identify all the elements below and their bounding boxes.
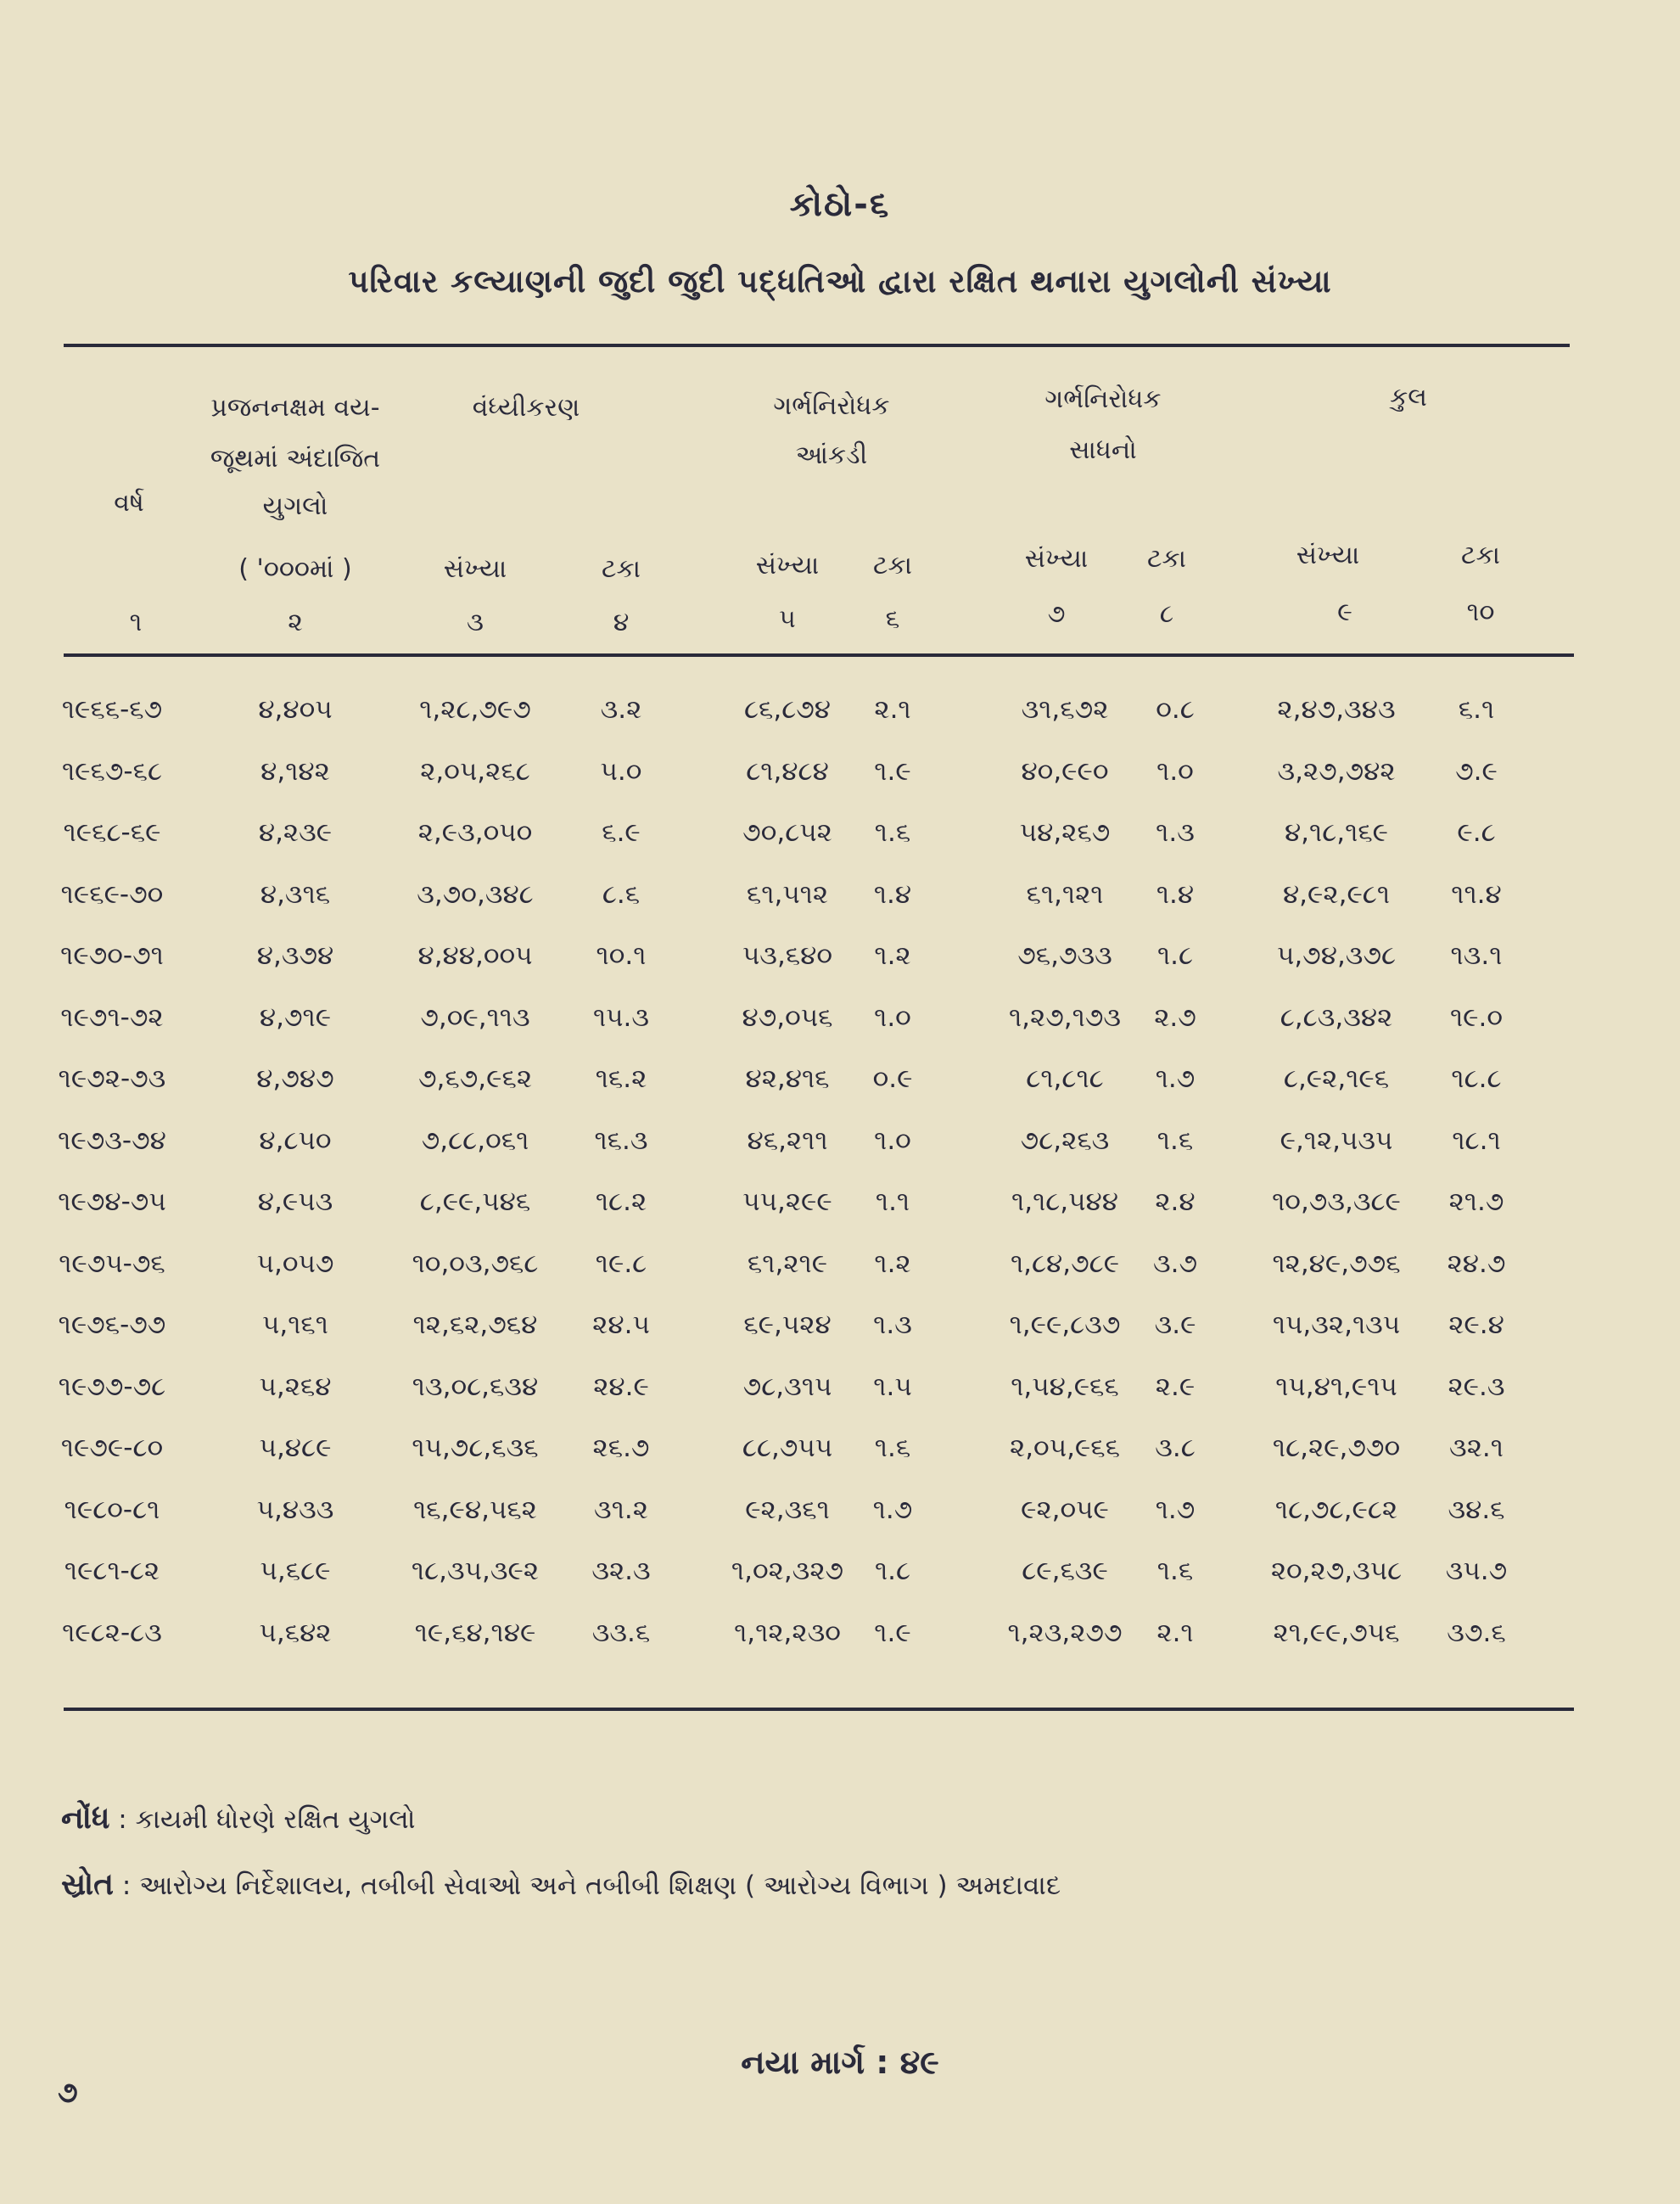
header-year: વર્ષ: [114, 488, 144, 518]
cell-couples: ૫,૬૮૯: [260, 1556, 331, 1586]
cell-total-number: ૧૫,૩૨,૧૩૫: [1272, 1310, 1401, 1340]
cell-ster-percent: ૩.૨: [600, 694, 642, 725]
table-row: [0, 694, 1680, 755]
table-row: [0, 879, 1680, 940]
cell-total-percent: ૧૮.૧: [1452, 1125, 1501, 1156]
cell-iud-number: ૯૨,૩૬૧: [745, 1495, 830, 1525]
cell-iud-number: ૪૬,૨૧૧: [747, 1125, 828, 1156]
cell-total-percent: ૧૧.૪: [1451, 879, 1502, 910]
cell-year: ૧૯૮૧-૮૨: [64, 1556, 160, 1586]
cell-ster-number: ૨,૯૩,૦૫૦: [417, 817, 533, 848]
cell-total-number: ૨,૪૭,૩૪૩: [1277, 694, 1396, 725]
cell-total-percent: ૨૯.૩: [1448, 1371, 1505, 1402]
header-couples-line3: યુગલો: [262, 491, 328, 521]
cell-total-percent: ૭.૯: [1455, 756, 1498, 787]
column-number: ૬: [885, 604, 900, 634]
cell-ster-percent: ૧૮.૨: [595, 1186, 647, 1217]
cell-ster-number: ૧૮,૩૫,૩૯૨: [411, 1556, 540, 1586]
cell-total-number: ૮,૯૨,૧૯૬: [1283, 1063, 1390, 1094]
cell-ster-number: ૧૦,૦૩,૭૬૮: [412, 1248, 539, 1279]
cell-iud-number: ૫૩,૬૪૦: [742, 940, 833, 971]
cell-total-percent: ૨૪.૭: [1447, 1248, 1506, 1279]
cell-year: ૧૯૭૧-૭૨: [60, 1002, 164, 1033]
cell-iud-percent: ૧.૯: [874, 756, 911, 787]
cell-couples: ૫,૪૮૯: [259, 1433, 332, 1463]
cell-ster-percent: ૫.૦: [600, 756, 642, 787]
header-ster-number: સંખ્યા: [443, 554, 507, 584]
column-number: ૭: [1047, 599, 1066, 629]
cell-cc-number: ૧,૨૭,૧૭૩: [1008, 1002, 1122, 1033]
cell-couples: ૫,૦૫૭: [256, 1248, 334, 1279]
header-iud-number: સંખ્યા: [755, 551, 820, 580]
cell-ster-number: ૧૯,૬૪,૧૪૯: [414, 1618, 536, 1648]
table-row: [0, 1125, 1680, 1186]
cell-iud-percent: ૦.૯: [872, 1063, 913, 1094]
cell-total-number: ૯,૧૨,૫૩૫: [1280, 1125, 1393, 1156]
table-title: પરિવાર કલ્યાણની જુદી જુદી પદ્ધતિઓ દ્વારા રક્ષિત થનારા યુગલોની સંખ્યા: [348, 263, 1332, 300]
cell-couples: ૪,૪૦૫: [258, 694, 333, 725]
column-number: ૧૦: [1466, 597, 1495, 627]
cell-total-number: ૧૫,૪૧,૯૧૫: [1275, 1371, 1397, 1402]
cell-total-number: ૪,૧૮,૧૬૯: [1284, 817, 1389, 848]
cell-iud-percent: ૧.૦: [874, 1125, 911, 1156]
note-label: નોંધ: [61, 1801, 110, 1836]
cell-cc-number: ૧,૮૪,૭૮૯: [1010, 1248, 1120, 1279]
cell-total-number: ૩,૨૭,૭૪૨: [1277, 756, 1396, 787]
cell-year: ૧૯૭૬-૭૭: [58, 1310, 166, 1340]
header-iud-line1: ગર્ભનિરોધક: [773, 391, 890, 421]
cell-cc-number: ૨,૦૫,૯૬૬: [1009, 1433, 1121, 1463]
cell-iud-number: ૮૧,૪૮૪: [746, 756, 829, 787]
cell-cc-number: ૧,૫૪,૯૬૬: [1011, 1371, 1119, 1402]
cell-iud-number: ૧,૧૨,૨૩૦: [734, 1618, 841, 1648]
column-number: ૯: [1337, 597, 1352, 627]
cell-couples: ૫,૬૪૨: [259, 1618, 332, 1648]
cell-ster-number: ૧૩,૦૮,૬૩૪: [412, 1371, 539, 1402]
cell-couples: ૪,૮૫૦: [259, 1125, 332, 1156]
cell-ster-number: ૧૫,૭૮,૬૩૬: [412, 1433, 539, 1463]
cell-cc-percent: ૧.૬: [1156, 1125, 1194, 1156]
cell-ster-percent: ૮.૬: [602, 879, 641, 910]
table-row: [0, 1248, 1680, 1310]
cell-total-percent: ૧૮.૮: [1451, 1063, 1502, 1094]
cell-year: ૧૯૬૯-૭૦: [60, 879, 164, 910]
cell-iud-number: ૭૮,૩૧૫: [742, 1371, 832, 1402]
cell-ster-percent: ૩૧.૨: [594, 1495, 648, 1525]
cell-iud-percent: ૧.૨: [874, 1248, 911, 1279]
cell-cc-number: ૯૨,૦૫૯: [1021, 1495, 1109, 1525]
cell-iud-percent: ૧.૫: [873, 1371, 912, 1402]
cell-cc-percent: ૨.૯: [1155, 1371, 1196, 1402]
cell-iud-number: ૭૦,૮૫૨: [742, 817, 832, 848]
cell-cc-number: ૩૧,૬૭૨: [1021, 694, 1109, 725]
cell-cc-percent: ૧.૮: [1156, 940, 1194, 971]
cell-ster-number: ૧,૨૮,૭૯૭: [419, 694, 531, 725]
table-row: [0, 756, 1680, 817]
column-number: ૪: [613, 608, 630, 637]
cell-cc-percent: ૧.૪: [1156, 879, 1195, 910]
cell-cc-number: ૪૦,૯૯૦: [1021, 756, 1109, 787]
cell-total-percent: ૨૯.૪: [1448, 1310, 1504, 1340]
header-total: કુલ: [1390, 383, 1427, 412]
cell-total-number: ૪,૯૨,૯૮૧: [1282, 879, 1391, 910]
column-number: ૧: [129, 608, 143, 637]
header-couples-unit: ( '૦૦૦માં ): [238, 554, 352, 584]
cell-cc-number: ૫૪,૨૬૭: [1019, 817, 1111, 848]
cell-ster-number: ૮,૯૯,૫૪૬: [419, 1186, 531, 1217]
corner-mark: ૭: [58, 2076, 78, 2110]
cell-ster-percent: ૩૩.૬: [591, 1618, 651, 1648]
cell-cc-percent: ૧.૩: [1156, 817, 1195, 848]
cell-couples: ૪,૩૭૪: [256, 940, 334, 971]
cell-iud-percent: ૧.૬: [874, 817, 911, 848]
cell-year: ૧૯૬૬-૬૭: [61, 694, 163, 725]
table-row: [0, 1186, 1680, 1248]
cell-ster-number: ૭,૬૭,૯૬૨: [417, 1063, 533, 1094]
cell-couples: ૪,૯૫૩: [257, 1186, 333, 1217]
cell-total-percent: ૬.૧: [1458, 694, 1495, 725]
cell-total-percent: ૨૧.૭: [1448, 1186, 1504, 1217]
cell-year: ૧૯૮૨-૮૩: [62, 1618, 162, 1648]
cell-total-number: ૧૦,૭૩,૩૮૯: [1272, 1186, 1401, 1217]
cell-iud-number: ૧,૦૨,૩૨૭: [731, 1556, 844, 1586]
cell-cc-percent: ૧.૭: [1155, 1063, 1196, 1094]
cell-ster-number: ૪,૪૪,૦૦૫: [417, 940, 533, 971]
cell-cc-number: ૬૧,૧૨૧: [1026, 879, 1104, 910]
cell-total-percent: ૩૫.૭: [1445, 1556, 1508, 1586]
header-total-number: સંખ્યા: [1296, 541, 1360, 570]
cell-year: ૧૯૭૭-૭૮: [58, 1371, 166, 1402]
cell-couples: ૪,૧૪૨: [260, 756, 330, 787]
column-number: ૮: [1159, 599, 1174, 629]
cell-iud-percent: ૧.૦: [874, 1002, 911, 1033]
cell-total-percent: ૯.૮: [1457, 817, 1496, 848]
cell-cc-number: ૮૯,૬૩૯: [1022, 1556, 1108, 1586]
table-row: [0, 1618, 1680, 1679]
cell-cc-percent: ૧.૦: [1156, 756, 1194, 787]
cell-ster-number: ૧૨,૬૨,૭૬૪: [412, 1310, 538, 1340]
cell-iud-percent: ૧.૧: [875, 1186, 910, 1217]
source-label: સ્રોત: [61, 1867, 115, 1902]
cell-couples: ૫,૪૩૩: [256, 1495, 334, 1525]
cell-cc-number: ૭૮,૨૬૩: [1020, 1125, 1110, 1156]
cell-ster-percent: ૧૯.૮: [595, 1248, 647, 1279]
cell-iud-number: ૮૬,૮૭૪: [743, 694, 832, 725]
cell-ster-percent: ૬.૯: [602, 817, 641, 848]
cell-ster-percent: ૧૦.૧: [596, 940, 647, 971]
cell-total-percent: ૩૪.૬: [1448, 1495, 1505, 1525]
table-row: [0, 940, 1680, 1001]
cell-ster-percent: ૧૫.૩: [592, 1002, 650, 1033]
cell-total-number: ૫,૭૪,૩૭૮: [1276, 940, 1397, 971]
cell-iud-number: ૪૭,૦૫૬: [742, 1002, 833, 1033]
cell-total-number: ૧૮,૨૯,૭૭૦: [1272, 1433, 1401, 1463]
cell-year: ૧૯૭૪-૭૫: [58, 1186, 166, 1217]
header-total-percent: ટકા: [1461, 541, 1500, 570]
cell-iud-number: ૪૨,૪૧૬: [745, 1063, 830, 1094]
note-text: : કાયમી ધોરણે રક્ષિત યુગલો: [118, 1804, 416, 1835]
cell-iud-percent: ૧.૭: [872, 1495, 913, 1525]
cell-iud-number: ૮૮,૭૫૫: [742, 1433, 833, 1463]
cell-year: ૧૯૭૯-૮૦: [60, 1433, 164, 1463]
cell-couples: ૪,૭૪૭: [256, 1063, 334, 1094]
cell-ster-number: ૭,૮૮,૦૬૧: [421, 1125, 529, 1156]
cell-couples: ૪,૩૧૬: [260, 879, 331, 910]
cell-year: ૧૯૭૩-૭૪: [58, 1125, 166, 1156]
cell-ster-percent: ૨૪.૯: [593, 1371, 649, 1402]
cell-iud-percent: ૨.૧: [874, 694, 911, 725]
cell-ster-number: ૨,૦૫,૨૬૮: [420, 756, 530, 787]
header-sterilization: વંધ્યીકરણ: [472, 393, 580, 423]
table-row: [0, 1002, 1680, 1063]
source-text: : આરોગ્ય નિર્દેશાલય, તબીબી સેવાઓ અને તબીબી શિક્ષણ ( આરોગ્ય વિભાગ ) અમદાવાદ: [121, 1870, 1061, 1901]
cell-cc-number: ૭૬,૭૩૩: [1017, 940, 1112, 971]
cell-ster-percent: ૨૪.૫: [592, 1310, 650, 1340]
table-number: કોઠો-૬: [789, 185, 891, 224]
cell-cc-percent: ૧.૬: [1156, 1556, 1194, 1586]
cell-ster-percent: ૩૨.૩: [591, 1556, 651, 1586]
table-row: [0, 1063, 1680, 1124]
cell-couples: ૫,૨૬૪: [259, 1371, 332, 1402]
top-rule: [64, 344, 1570, 347]
cell-couples: ૫,૧૬૧: [262, 1310, 328, 1340]
cell-total-number: ૨૧,૯૯,૭૫૬: [1273, 1618, 1400, 1648]
header-rule: [64, 653, 1574, 657]
column-number: ૨: [288, 608, 303, 637]
header-iud-percent: ટકા: [873, 551, 912, 580]
cell-ster-number: ૧૬,૯૪,૫૬૨: [413, 1495, 537, 1525]
header-cc-line2: સાધનો: [1069, 435, 1137, 465]
cell-iud-number: ૫૫,૨૯૯: [742, 1186, 832, 1217]
cell-iud-percent: ૧.૯: [874, 1618, 911, 1648]
cell-cc-percent: ૨.૪: [1155, 1186, 1196, 1217]
cell-year: ૧૯૭૦-૭૧: [60, 940, 164, 971]
cell-ster-percent: ૨૬.૭: [592, 1433, 650, 1463]
cell-cc-percent: ૩.૯: [1154, 1310, 1196, 1340]
table-row: [0, 1556, 1680, 1617]
cell-cc-percent: ૦.૮: [1156, 694, 1195, 725]
source-line: [61, 1867, 1061, 1903]
column-number: ૫: [779, 604, 796, 634]
cell-couples: ૪,૨૩૯: [258, 817, 333, 848]
header-cc-percent: ટકા: [1147, 544, 1186, 574]
cell-cc-percent: ૩.૮: [1155, 1433, 1196, 1463]
cell-total-percent: ૧૩.૧: [1450, 940, 1503, 971]
cell-iud-number: ૬૯,૫૨૪: [743, 1310, 832, 1340]
cell-cc-number: ૧,૯૯,૮૩૭: [1009, 1310, 1121, 1340]
cell-total-number: ૧૮,૭૮,૯૮૨: [1274, 1495, 1398, 1525]
header-cc-number: સંખ્યા: [1024, 544, 1089, 574]
cell-iud-number: ૬૧,૫૧૨: [746, 879, 829, 910]
cell-iud-percent: ૧.૩: [873, 1310, 912, 1340]
header-ster-percent: ટકા: [602, 554, 641, 584]
cell-year: ૧૯૬૮-૬૯: [63, 817, 161, 848]
table-row: [0, 817, 1680, 878]
header-couples-line2: જૂથમાં અંદાજિત: [210, 444, 381, 474]
cell-cc-percent: ૧.૭: [1155, 1495, 1196, 1525]
table-row: [0, 1310, 1680, 1371]
cell-ster-number: ૩,૭૦,૩૪૮: [417, 879, 534, 910]
header-iud-line2: આંકડી: [795, 440, 868, 470]
cell-total-number: ૮,૮૩,૩૪૨: [1280, 1002, 1393, 1033]
cell-iud-percent: ૧.૨: [874, 940, 911, 971]
cell-iud-percent: ૧.૪: [873, 879, 912, 910]
cell-cc-percent: ૩.૭: [1152, 1248, 1198, 1279]
header-couples-line1: પ્રજનનક્ષમ વય-: [210, 393, 380, 423]
cell-total-number: ૧૨,૪૯,૭૭૬: [1272, 1248, 1401, 1279]
cell-total-percent: ૩૭.૬: [1447, 1618, 1506, 1648]
page-footer: નયા માર્ગ : ૪૯: [741, 2044, 939, 2081]
column-number: ૩: [467, 608, 484, 637]
cell-total-percent: ૩૨.૧: [1449, 1433, 1504, 1463]
cell-ster-percent: ૧૬.૩: [594, 1125, 648, 1156]
table-row: [0, 1495, 1680, 1556]
cell-cc-number: ૧,૧૮,૫૪૪: [1011, 1186, 1118, 1217]
header-cc-line1: ગર્ભનિરોધક: [1044, 384, 1162, 414]
cell-couples: ૪,૭૧૯: [259, 1002, 332, 1033]
table-row: [0, 1371, 1680, 1433]
table-row: [0, 1433, 1680, 1494]
cell-iud-percent: ૧.૬: [874, 1433, 911, 1463]
cell-year: ૧૯૭૫-૭૬: [59, 1248, 165, 1279]
cell-cc-number: ૮૧,૮૧૮: [1026, 1063, 1104, 1094]
cell-cc-percent: ૨.૭: [1154, 1002, 1196, 1033]
cell-year: ૧૯૬૭-૬૮: [61, 756, 163, 787]
cell-total-percent: ૧૯.૦: [1449, 1002, 1504, 1033]
cell-year: ૧૯૮૦-૮૧: [64, 1495, 160, 1525]
cell-year: ૧૯૭૨-૭૩: [58, 1063, 166, 1094]
cell-cc-percent: ૨.૧: [1156, 1618, 1194, 1648]
bottom-rule: [64, 1708, 1574, 1711]
note-line: [61, 1801, 415, 1837]
cell-iud-number: ૬૧,૨૧૯: [747, 1248, 828, 1279]
cell-cc-number: ૧,૨૩,૨૭૭: [1007, 1618, 1123, 1648]
cell-ster-number: ૭,૦૯,૧૧૩: [420, 1002, 530, 1033]
cell-iud-percent: ૧.૮: [874, 1556, 911, 1586]
cell-total-number: ૨૦,૨૭,૩૫૮: [1270, 1556, 1403, 1586]
cell-ster-percent: ૧૬.૨: [595, 1063, 647, 1094]
